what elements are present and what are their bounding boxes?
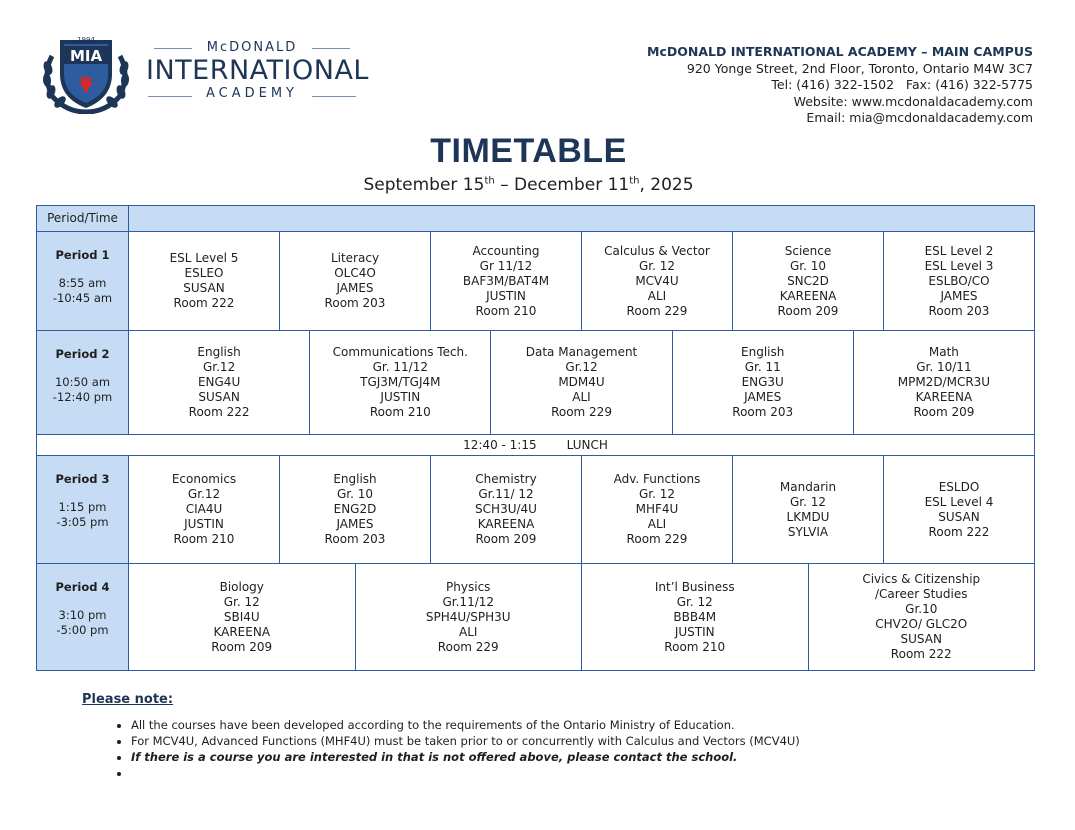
course-line: English — [197, 345, 241, 359]
course-line: LKMDU — [786, 509, 830, 524]
course-cell — [280, 232, 431, 330]
course-line: JUSTIN — [486, 288, 526, 303]
course-line: Gr.12 — [565, 360, 598, 374]
course-line: Gr.11/ 12 — [478, 487, 534, 501]
course-line: ESLBO/CO — [928, 273, 990, 288]
course-cell — [809, 564, 1035, 670]
course-line: Room 203 — [928, 303, 990, 318]
course-line: MHF4U — [635, 502, 679, 516]
course-line: KAREENA — [213, 624, 271, 639]
course-line: Gr.12 — [187, 487, 221, 501]
period-cell — [37, 331, 129, 434]
course-line: Gr.12 — [202, 360, 236, 374]
course-line: SNC2D — [787, 273, 829, 288]
course-cell — [129, 331, 310, 434]
course-line: Room 203 — [732, 405, 794, 419]
course-line: Communications Tech. — [332, 345, 468, 359]
brand-line-1: McDONALD — [206, 40, 298, 55]
course-line: SBI4U — [223, 609, 260, 624]
course-line: ESL Level 5 — [169, 251, 239, 265]
course-line: Room 209 — [777, 303, 839, 318]
course-line: OLC4O — [334, 266, 376, 280]
course-line: ALI — [459, 624, 478, 639]
course-cell — [733, 456, 884, 563]
course-line: MCV4U — [635, 273, 679, 288]
course-line: Room 209 — [913, 405, 975, 419]
course-line: Gr. 12 — [676, 594, 713, 609]
course-cell — [280, 456, 431, 563]
period-end: -12:40 pm — [52, 390, 113, 404]
course-line: Room 210 — [173, 532, 235, 546]
period-end: -3:05 pm — [56, 515, 109, 529]
course-cell — [582, 564, 809, 670]
course-line: Gr 11/12 — [479, 258, 533, 273]
school-logo — [38, 34, 369, 114]
course-line: Physics — [446, 579, 491, 594]
period-name: Period 4 — [55, 580, 110, 594]
course-line: SYLVIA — [787, 524, 829, 539]
period-start: 3:10 pm — [58, 608, 107, 622]
period-row — [37, 455, 1034, 563]
course-line: Gr. 10/11 — [916, 360, 972, 374]
course-line: SUSAN — [198, 390, 240, 404]
course-line: Biology — [219, 579, 264, 594]
course-cell — [582, 456, 733, 563]
lunch-time: 12:40 - 1:15 — [463, 438, 537, 452]
course-line: BAF3M/BAT4M — [462, 273, 550, 288]
course-line: JAMES — [940, 288, 978, 303]
course-cell — [854, 331, 1034, 434]
course-line: Gr. 10 — [789, 258, 827, 273]
course-line: CHV2O/ GLC2O — [875, 617, 968, 631]
course-line: English — [741, 345, 785, 359]
period-cell — [37, 232, 129, 330]
course-line: JAMES — [336, 517, 374, 531]
course-line: KAREENA — [915, 390, 973, 404]
course-line: Adv. Functions — [613, 472, 701, 486]
svg-text:1994: 1994 — [77, 36, 95, 44]
crest-icon — [38, 34, 134, 114]
course-line: JAMES — [744, 390, 782, 404]
note-item: • For MCV4U, Advanced Functions (MHF4U) must be taken prior to or concurrently with Calculus and Vectors (MCV4U) — [131, 733, 800, 749]
page-title: TIMETABLE — [430, 132, 627, 170]
course-line: Literacy — [330, 251, 380, 265]
course-line: Data Management — [525, 345, 638, 359]
course-cell — [884, 456, 1034, 563]
course-line: Room 229 — [626, 532, 688, 546]
period-end: -10:45 am — [52, 291, 113, 305]
course-line: ALI — [647, 288, 667, 303]
course-line: Room 229 — [551, 405, 612, 419]
brand-line-3: ACADEMY — [205, 86, 299, 101]
course-line: JUSTIN — [184, 517, 224, 531]
email[interactable]: Email: mia@mcdonaldacademy.com — [806, 110, 1033, 125]
period-end: -5:00 pm — [56, 623, 109, 637]
course-line: ALI — [647, 517, 667, 531]
course-line: Int’l Business — [654, 579, 735, 594]
course-cell — [129, 564, 356, 670]
period-name: Period 3 — [55, 472, 110, 486]
course-line: /Career Studies — [875, 587, 968, 601]
course-line: Room 209 — [211, 639, 273, 654]
course-line: Gr.10 — [905, 602, 938, 616]
period-row — [37, 330, 1034, 434]
header-fill — [129, 206, 1034, 231]
lunch-label: LUNCH — [566, 438, 608, 452]
date-range: September 15th – December 11th, 2025 — [363, 175, 694, 195]
course-line: ENG2D — [333, 502, 377, 516]
period-row — [37, 563, 1034, 670]
course-line: Room 222 — [890, 647, 952, 661]
notes-heading: Please note: — [82, 692, 174, 707]
course-line: Room 222 — [173, 296, 235, 310]
note-item: • If there is a course you are interested in that is not offered above, please contact the school. — [131, 749, 800, 765]
course-cell — [884, 232, 1034, 330]
course-line: SUSAN — [900, 632, 942, 646]
course-line: Room 210 — [664, 639, 726, 654]
course-line: ESLDO — [938, 479, 980, 494]
course-line: Gr. 12 — [789, 494, 827, 509]
course-line: Room 222 — [928, 524, 990, 539]
course-line: ENG4U — [197, 375, 241, 389]
course-line: ALI — [572, 390, 591, 404]
course-line: ESL Level 3 — [924, 258, 994, 273]
course-line: Room 203 — [324, 532, 386, 546]
course-line: SUSAN — [183, 281, 225, 295]
course-line: ESLEO — [184, 266, 224, 280]
course-cell — [733, 232, 884, 330]
course-cell — [491, 331, 672, 434]
course-cell — [310, 331, 491, 434]
course-line: Gr. 12 — [223, 594, 260, 609]
course-line: JUSTIN — [674, 624, 715, 639]
course-cell — [582, 232, 733, 330]
course-line: ESL Level 4 — [924, 494, 994, 509]
course-line: Science — [784, 243, 832, 258]
notes-list — [82, 717, 800, 781]
course-line: Room 229 — [437, 639, 499, 654]
course-line: SCH3U/4U — [475, 502, 537, 516]
course-line: Room 229 — [626, 303, 688, 318]
course-line: SPH4U/SPH3U — [425, 609, 511, 624]
course-line: Gr. 12 — [638, 487, 676, 501]
course-line: Room 210 — [369, 405, 431, 419]
period-cell — [37, 564, 129, 670]
notes-section — [82, 692, 800, 781]
course-line: BBB4M — [673, 609, 717, 624]
course-line: Accounting — [472, 243, 540, 258]
course-cell — [356, 564, 583, 670]
course-line: MDM4U — [558, 375, 605, 389]
timetable-header-row — [37, 206, 1034, 231]
course-cell — [129, 456, 280, 563]
course-line: ENG3U — [741, 375, 784, 389]
course-cell — [673, 331, 854, 434]
course-line: JAMES — [336, 281, 374, 295]
note-item: • All the courses have been developed according to the requirements of the Ontario Ministry of Education. — [131, 717, 800, 733]
lunch-row — [37, 434, 1034, 455]
period-start: 10:50 am — [54, 375, 111, 389]
course-line: Math — [928, 345, 959, 359]
course-line: Room 222 — [188, 405, 250, 419]
course-line: SUSAN — [938, 509, 980, 524]
course-line: Gr. 11/12 — [372, 360, 428, 374]
period-cell — [37, 456, 129, 563]
brand-line-2: INTERNATIONAL — [146, 55, 369, 86]
course-line: Gr.11/12 — [442, 594, 495, 609]
campus-name: McDONALD INTERNATIONAL ACADEMY – MAIN CAMPUS — [647, 44, 1033, 59]
timetable — [36, 205, 1035, 671]
course-line: Civics & Citizenship — [862, 572, 981, 586]
course-line: CIA4U — [185, 502, 223, 516]
course-line: Room 210 — [475, 303, 537, 318]
phone-fax: Tel: (416) 322-1502 Fax: (416) 322-5775 — [771, 77, 1033, 92]
course-cell — [431, 232, 582, 330]
course-cell — [129, 232, 280, 330]
svg-text:MIA: MIA — [69, 47, 103, 65]
course-line: MPM2D/MCR3U — [897, 375, 991, 389]
course-line: English — [333, 472, 377, 486]
course-line: Gr. 11 — [744, 360, 781, 374]
website[interactable]: Website: www.mcdonaldacademy.com — [793, 93, 1033, 109]
course-line: ESL Level 2 — [924, 243, 994, 258]
period-row — [37, 231, 1034, 330]
course-line: Room 203 — [324, 296, 386, 310]
course-line: KAREENA — [779, 288, 837, 303]
course-line: Mandarin — [779, 479, 837, 494]
period-name: Period 2 — [55, 347, 110, 361]
course-line: Calculus & Vector — [604, 243, 710, 258]
course-line: Gr. 10 — [336, 487, 374, 501]
period-time-header: Period/Time — [37, 206, 129, 231]
course-line: JUSTIN — [380, 390, 421, 404]
contact-block — [647, 44, 1033, 127]
course-line: Room 209 — [475, 532, 537, 546]
course-line: KAREENA — [477, 517, 535, 531]
address: 920 Yonge Street, 2nd Floor, Toronto, Ontario M4W 3C7 — [686, 60, 1033, 76]
course-line: TGJ3M/TGJ4M — [360, 375, 441, 389]
period-start: 8:55 am — [58, 276, 107, 290]
course-cell — [431, 456, 582, 563]
course-line: Chemistry — [475, 472, 537, 486]
course-line: Gr. 12 — [638, 258, 676, 273]
note-item — [131, 765, 800, 781]
period-name: Period 1 — [55, 248, 110, 262]
course-line: Economics — [171, 472, 237, 486]
period-start: 1:15 pm — [58, 500, 107, 514]
